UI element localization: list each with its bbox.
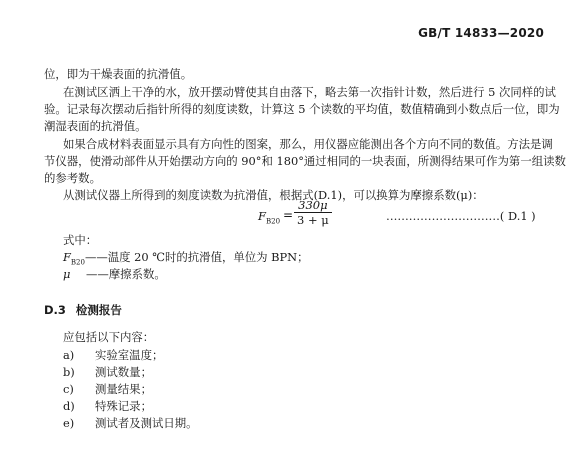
- list-item: [63, 415, 198, 431]
- list-item-text: 特殊记录；: [95, 399, 152, 413]
- legend-item-mu-symbol: μ: [63, 267, 71, 281]
- para2-line3: 的参考数。: [44, 171, 101, 185]
- list-item: [63, 398, 152, 414]
- list-item-marker: a): [63, 348, 75, 362]
- para3-line1: 从测试仪器上所得到的刻度读数为抗滑值，根据式(D.1)，可以换算为摩擦系数(μ)：: [63, 188, 484, 202]
- list-item-text: 实验室温度；: [95, 348, 164, 362]
- para2-line1: 如果合成材料表面显示具有方向性的图案，那么，用仪器应能测出各个方向不同的数值。方法是调: [63, 137, 553, 151]
- section-number: D.3: [44, 303, 66, 317]
- para1-line1: 位，即为干燥表面的抗滑值。: [44, 67, 193, 81]
- para1-line4: 潮湿表面的抗滑值。: [44, 119, 147, 133]
- list-item-text: 测试数量；: [95, 365, 152, 379]
- legend-item-mu-text: ——摩擦系数。: [86, 267, 166, 281]
- list-item-marker: c): [63, 382, 74, 396]
- formula-denominator: 3 + μ: [294, 212, 332, 227]
- standard-code: GB/T 14833—2020: [418, 26, 544, 40]
- formula-lhs-subscript: B20: [265, 217, 281, 226]
- list-item: [63, 381, 152, 397]
- para1-line3: 验。记录每次摆动后指针所得的刻度读数，计算这 5 个读数的平均值，数值精确到小数点后一位，即为: [44, 102, 560, 116]
- legend-intro: 式中：: [63, 233, 98, 247]
- list-item: [63, 347, 163, 363]
- report-intro: 应包括以下内容：: [63, 330, 155, 344]
- list-item-marker: e): [63, 416, 75, 430]
- list-item-text: 测量结果；: [95, 382, 152, 396]
- para1-line2: 在测试区洒上干净的水，放开摆动臂使其自由落下，略去第一次指针计数，然后进行 5 次同样的试: [63, 85, 556, 99]
- formula-lhs-symbol: F: [258, 209, 266, 223]
- list-item-marker: b): [63, 365, 75, 379]
- formula-fraction: [294, 198, 332, 227]
- formula-numerator: 330μ: [298, 198, 328, 212]
- list-item-text: 测试者及测试日期。: [95, 416, 198, 430]
- section-heading: [44, 302, 122, 318]
- list-item-marker: d): [63, 399, 75, 413]
- section-title: 检测报告: [75, 303, 122, 317]
- legend-item-mu: [63, 267, 166, 281]
- para2-line2: 节仪器，使滑动部件从开始摆动方向的 90°和 180°通过相同的一块表面，所测得结果可作为第一组读数: [44, 154, 566, 168]
- formula-number: …………………………( D.1 ): [386, 209, 536, 223]
- list-item: [63, 364, 152, 380]
- formula-equals: =: [283, 208, 294, 222]
- legend-item-f-subscript: B20: [70, 258, 85, 267]
- legend-item-f-text: ——温度 20 ℃时的抗滑值，单位为 BPN；: [84, 250, 309, 264]
- formula-lhs: [258, 209, 280, 225]
- legend-item-f-symbol: F: [63, 250, 71, 264]
